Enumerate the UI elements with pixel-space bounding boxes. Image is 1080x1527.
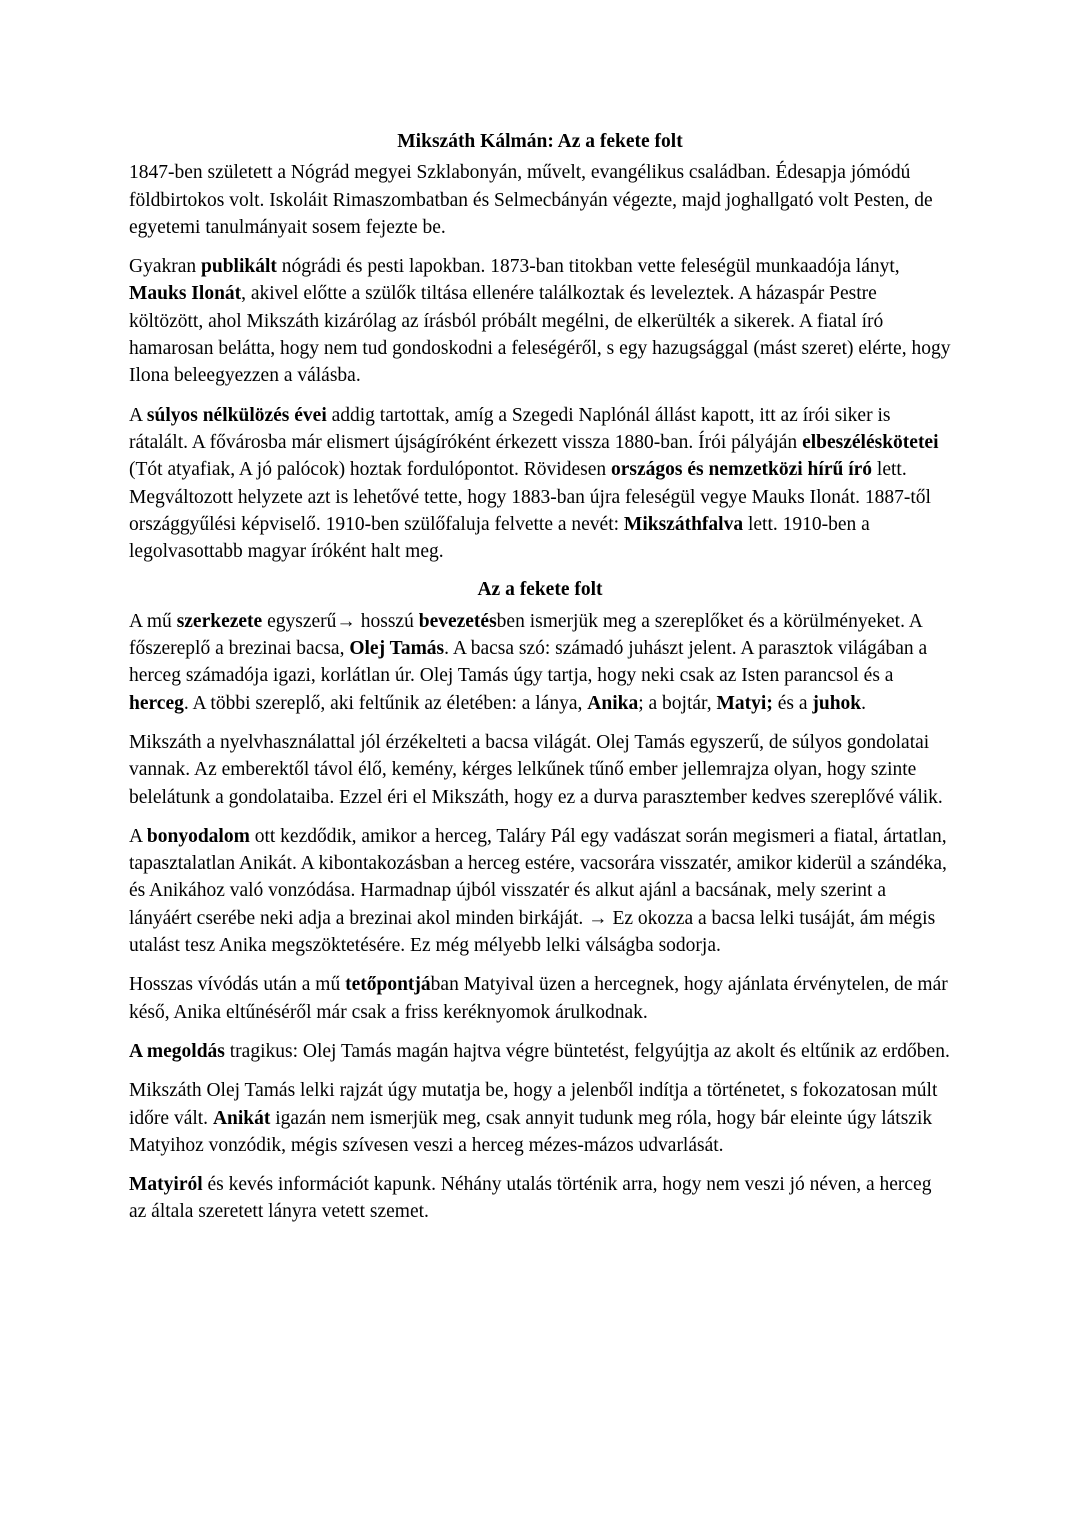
bold-term: elbeszéléskötetei: [802, 431, 939, 453]
analysis-paragraph: [129, 1077, 951, 1159]
bold-term: juhok: [812, 692, 862, 714]
text-run: igazán nem ismerjük meg, csak annyit tudunk meg róla, hogy bár eleinte úgy látszik Matyihoz vonzódik, mégis szívesen veszi a herceg mézes-mázos udvarlását.: [129, 1107, 933, 1156]
biography-paragraph: [129, 253, 951, 389]
text-run: A: [129, 825, 147, 847]
bold-term: bevezetés: [418, 610, 497, 632]
text-run: addig tartottak, amíg a Szegedi Naplónál állást kapott, itt az írói siker is rátalált. A fővárosba már elismert újságíróként érkezett vissza 1880-ban. Írói pályáján: [129, 404, 891, 453]
bold-term: A megoldás: [129, 1040, 225, 1062]
bold-term: Matyi;: [716, 692, 773, 714]
analysis-paragraph: [129, 608, 951, 717]
text-run: tragikus: Olej Tamás magán hajtva végre büntetést, felgyújtja az akolt és eltűnik az erdőben.: [224, 1040, 950, 1062]
text-run: lett. 1910-ben a legolvasottabb magyar íróként halt meg.: [129, 513, 870, 563]
bold-term: súlyos nélkülözés évei: [146, 404, 327, 426]
bold-term: Anikát: [212, 1107, 271, 1129]
analysis-paragraph: [129, 1038, 951, 1065]
text-run: Gyakran: [129, 256, 202, 278]
text-run: . A bacsa szó: számadó juhászt jelent. A parasztok világában a herceg számadója igazi, korlátlan úr. Olej Tamás úgy tartja, hogy neki csak az Isten parancsol és a: [129, 638, 928, 687]
bold-term: Olej Tamás: [349, 638, 445, 660]
text-run: ben ismerjük meg a szereplőket és a körülményeket. A főszereplő a brezinai bacsa,: [129, 610, 922, 660]
analysis-section: [129, 608, 951, 1226]
analysis-paragraph: [129, 823, 951, 959]
text-run: és a: [772, 692, 813, 714]
text-run: ban Matyival üzen a hercegnek, hogy ajánlata érvénytelen, de már késő, Anika eltűnéséről már csak a friss keréknyomok árulkodnak.: [129, 974, 948, 1023]
analysis-paragraph: [129, 729, 951, 811]
text-run: egyszerű→ hosszú: [262, 610, 419, 632]
text-run: lett. Megváltozott helyzete azt is lehetővé tette, hogy 1883-ban újra feleségül vegye Mauks Ilonát. 1887-től országgyűlési képviselő. 1910-ben szülőfaluja felvette a nevét:: [129, 459, 931, 535]
document-title: Mikszáth Kálmán: Az a fekete folt: [397, 131, 683, 152]
text-run: Mikszáth a nyelvhasználattal jól érzékelteti a bacsa világát. Olej Tamás egyszerű, de súlyos gondolatai vannak. Az emberektől távol élő, kemény, kérges lelkűnek tűnő ember jellemrajza olyan, hogy szinte belelátunk a gondolataiba. Ezzel éri el Mikszáth, hogy ez a durva parasztember kedves szereplővé válik.: [129, 731, 943, 808]
bold-term: publikált: [201, 256, 277, 278]
document-page: [129, 128, 951, 1238]
text-run: ott kezdődik, amikor a herceg, Taláry Pál egy vadászat során megismeri a fiatal, ártatlan, tapasztalatlan Anikát. A kibontakozásban a herceg estére, vacsorára visszatér, amikor kiderül a szándéka, és Anikához való vonzódása. Harmadnap újból visszatér és alkut ajánl a bacsának, mely szerint a lányáért cserébe neki adja a brezinai akol minden birkáját. → Ez okozza a bacsa lelki tusáját, ám mégis utalást tesz Anika megszöktetésére. Ez még mélyebb lelki válságba sodorja.: [129, 825, 947, 957]
text-run: . A többi szereplő, aki feltűnik az életében: a lánya,: [183, 692, 588, 714]
biography-section: [129, 159, 951, 565]
text-run: nógrádi és pesti lapokban. 1873-ban titokban vette feleségül munkaadója lányt,: [276, 256, 900, 278]
text-run: 1847-ben született a Nógrád megyei Szklabonyán, művelt, evangélikus családban. Édesapja jómódú földbirtokos volt. Iskoláit Rimaszombatban és Selmecbányán végezte, majd joghallgató volt Pesten, de egyetemi tanulmányait sosem fejezte be.: [129, 162, 933, 238]
bold-term: Mauks Ilonát: [129, 283, 242, 305]
text-run: A mű: [129, 610, 177, 632]
text-run: Hosszas vívódás után a mű: [129, 974, 346, 996]
analysis-paragraph: [129, 1171, 951, 1226]
bold-term: országos és nemzetközi hírű író: [610, 459, 873, 481]
text-run: A: [129, 404, 147, 426]
bold-term: herceg: [129, 692, 184, 714]
text-run: ; a bojtár,: [638, 692, 717, 714]
bold-term: bonyodalom: [146, 825, 250, 847]
text-run: (Tót atyafiak, A jó palócok) hoztak fordulópontot. Rövidesen: [129, 459, 611, 481]
section-subtitle: Az a fekete folt: [477, 579, 603, 601]
biography-paragraph: [129, 402, 951, 566]
text-run: .: [861, 692, 867, 714]
bold-term: szerkezete: [176, 610, 263, 632]
text-run: Mikszáth Olej Tamás lelki rajzát úgy mutatja be, hogy a jelenből indítja a történetet, s fokozatosan múlt időre vált.: [129, 1080, 938, 1129]
bold-term: Anika: [587, 692, 639, 714]
bold-term: Mikszáthfalva: [623, 513, 744, 535]
bold-term: Matyiról: [129, 1174, 203, 1196]
biography-paragraph: [129, 159, 951, 241]
text-run: és kevés információt kapunk. Néhány utalás történik arra, hogy nem veszi jó néven, a herceg az általa szeretett lányra vetett szemet.: [129, 1174, 932, 1223]
bold-term: tetőpontjá: [345, 974, 431, 996]
text-run: , akivel előtte a szülők tiltása ellenére találkoztak és leveleztek. A házaspár Pestre költözött, ahol Mikszáth kizárólag az írásból próbált megélni, de elkerülték a sikerek. A fiatal író hamarosan belátta, hogy nem tud gondoskodni a feleségéről, s egy hazugsággal (mást szeret) elérte, hogy Ilona beleegyezzen a válásba.: [129, 283, 951, 387]
analysis-paragraph: [129, 971, 951, 1026]
